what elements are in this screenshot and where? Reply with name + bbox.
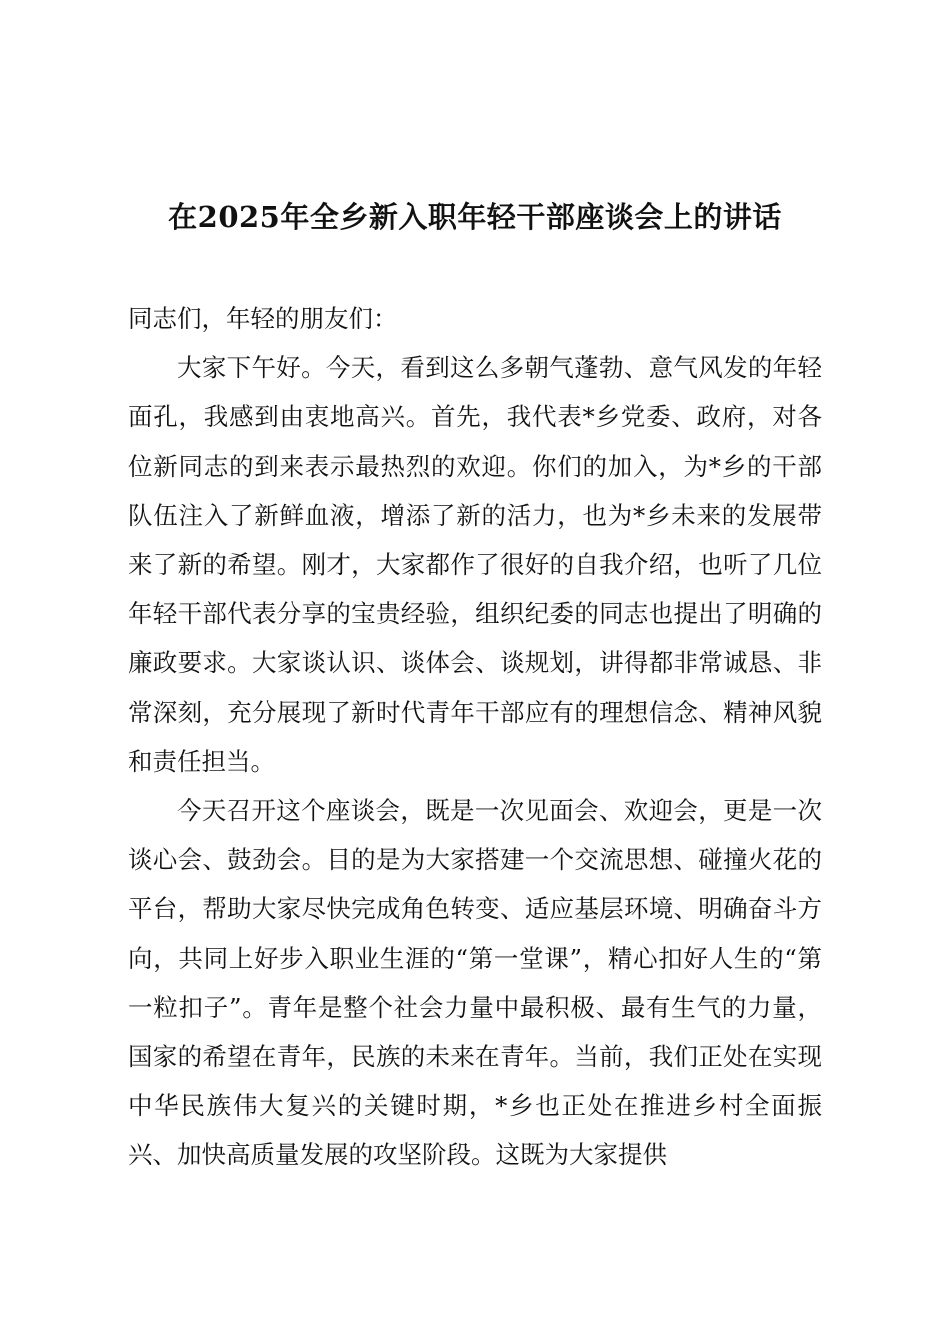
paragraph: 今天召开这个座谈会，既是一次见面会、欢迎会，更是一次谈心会、鼓劲会。目的是为大家搭建一个交流思想、碰撞火花的平台，帮助大家尽快完成角色转变、适应基层环境、明确奋斗方向，共同上好步入职业生涯的“第一堂课”，精心扣好人生的“第一粒扣子”。青年是整个社会力量中最积极、最有生气的力量，国家的希望在青年，民族的未来在青年。当前，我们正处在实现中华民族伟大复兴的关键时期，*乡也正处在推进乡村全面振兴、加快高质量发展的攻坚阶段。这既为大家提供	[128, 796, 822, 1170]
document-title: 在2025年全乡新入职年轻干部座谈会上的讲话	[168, 200, 782, 234]
salutation: 同志们，年轻的朋友们：	[128, 304, 398, 333]
document-body	[128, 294, 822, 1180]
paragraph: 大家下午好。今天，看到这么多朝气蓬勃、意气风发的年轻面孔，我感到由衷地高兴。首先，我代表*乡党委、政府，对各位新同志的到来表示最热烈的欢迎。你们的加入，为*乡的干部队伍注入了新鲜血液，增添了新的活力，也为*乡未来的发展带来了新的希望。刚才，大家都作了很好的自我介绍，也听了几位年轻干部代表分享的宝贵经验，组织纪委的同志也提出了明确的廉政要求。大家谈认识、谈体会、谈规划，讲得都非常诚恳、非常深刻，充分展现了新时代青年干部应有的理想信念、精神风貌和责任担当。	[128, 353, 822, 776]
